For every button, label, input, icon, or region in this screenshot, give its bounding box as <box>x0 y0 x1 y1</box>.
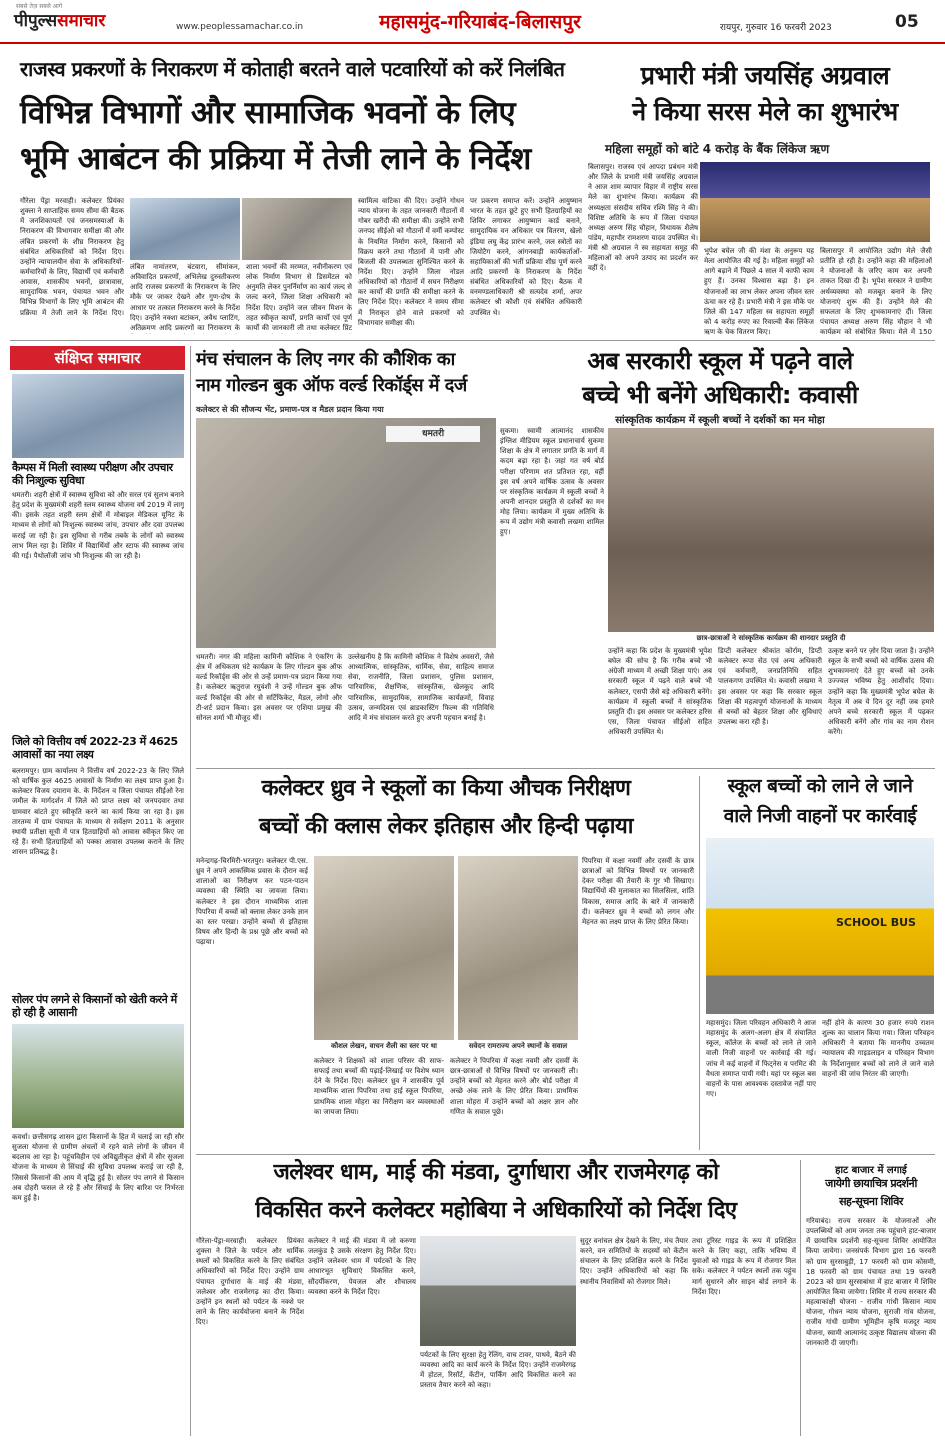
story2-col2: भूपेश बघेल जी की मंशा के अनुरूप यह मेला आयोजित की गई है। महिला समूहों को आगे बढ़ाने में पिछले 4 साल में काफी काम हुए हैं। उनका विश्वास बढ़ा है। इन योजनाओं का लाभ लेकर अपना जीवन स्तर ऊंचा कर रहे हैं। प्रभारी मंत्री ने इस मौके पर जिले की 147 महिला स्व सहायता समूहों को 4 करोड़ रुपए का रिवाल्वी बैंक लिंकेज ऋण के चेक वितरण किए। <box>704 247 814 336</box>
story1-kicker: राजस्व प्रकरणों के निराकरण में कोताही बरतने वाले पटवारियों को करें निलंबित <box>20 57 565 81</box>
story6-col2: नहीं होने के कारण 30 हजार रुपये राशन शुल्क का चालान किया गया। जिला परिवहन अधिकारी ने बताया कि माननीय उच्चतम न्यायालय की गाइडलाइन व परिवहन विभाग के निर्देशानुसार बच्चों को लाने ले जाने वाले वाहनों की जांच निरंतर की जाएगी। <box>822 1019 934 1078</box>
newspaper-logo[interactable] <box>14 8 105 31</box>
story1-col1: गौरेला पेंड्रा मरवाही। कलेक्टर प्रियंका शुक्ला ने साप्ताहिक समय सीमा की बैठक में जनशिकायतों एवं जनसमस्याओं के निराकरण की विभागवार समीक्षा की और लंबित प्रकरणों के शीघ्र निराकरण हेतु संबंधित अधिकारियों को निर्देश दिए। उन्होंने न्यायालयीन सेवा के अधिकारियों-कर्मचारियों के लिए, विद्यार्थी एवं कर्मचारी आवास, शासकीय भवनों, छात्रावास, सामुदायिक भवन, पंचायत भवन और विभिन्न विभागों के लिए भूमि आबंटन की प्रक्रिया में तेजी लाने के निर्देश दिए। <box>20 197 124 317</box>
story5-photo-classroom1 <box>314 856 454 1040</box>
brief-item2-title: जिले को वित्तीय वर्ष 2022-23 में 4625 आवासों का नया लक्ष्य <box>12 735 178 761</box>
story4-subhead: सांस्कृतिक कार्यक्रम में स्कूली बच्चों ने दर्शकों का मन मोहा <box>615 415 825 426</box>
story1-headline-line1: विभिन्न विभागों और सामाजिक भवनों के लिए <box>20 95 516 131</box>
divider-story6 <box>699 776 700 1150</box>
story4-col2: उन्होंने कहा कि प्रदेश के मुख्यमंत्री भूपेश बघेल की सोच है कि गरीब बच्चे भी अंग्रेजी माध्यम में अच्छी शिक्षा पाएं। अब सरकारी स्कूल में पढ़ने वाले बच्चे भी कलेक्टर, एसपी जैसे बड़े अधिकारी बनेंगे। कार्यक्रम में स्कूली बच्चों ने सांस्कृतिक प्रस्तुति दी। इस अवसर पर कलेक्टर हरिस एस, जिला पंचायत सीईओ सहित अधिकारी उपस्थित थे। <box>608 647 712 737</box>
story7-headline-line1: जलेश्वर धाम, माई की मंडवा, दुर्गाधारा और राजमेरगढ़ को <box>273 1160 719 1185</box>
story1-headline-line2: भूमि आबंटन की प्रक्रिया में तेजी लाने के निर्देश <box>20 141 531 177</box>
divider-row1 <box>10 340 935 341</box>
story5-caption2: सवेदन रामराज्य अपने स्थानों के सवाल <box>468 1042 568 1050</box>
story6-headline-line2: वाले निजी वाहनों पर कार्रवाई <box>723 805 917 827</box>
story4-col1: सुकमा। स्वामी आत्मानंद शासकीय इंग्लिश मीडियम स्कूल प्रधानाचार्य सुकमा शिक्षा के क्षेत्र में लगातार प्रगति के मार्ग में कदम बढ़ा रहा है। जहां गत वर्ष बोर्ड परीक्षा परिणाम शत प्रतिशत रहा, वहीं इस वर्ष अपने वार्षिक उत्सव के अवसर पर संस्कृतिक कार्यक्रम में स्कूली बच्चों ने अपनी शानदार प्रस्तुति से दर्शकों का मन मोह लिया। कार्यक्रम में मुख्य अतिथि के रूप में उद्योग मंत्री कवासी लखमा शामिल हुए। <box>500 427 604 537</box>
brief-item3-title: सोलर पंप लगने से किसानों को खेती करने में हो रही है आसानी <box>12 993 177 1019</box>
story5-headline-line1: कलेक्टर ध्रुव ने स्कूलों का किया औचक निरीक्षण <box>261 776 631 801</box>
brief-item2-body: बलरामपुर। ग्राम कार्यालय ने वित्तीय वर्ष 2022-23 के लिए जिले को वार्षिक कुल 4625 आवासों के निर्माण का लक्ष्य प्राप्त हुआ है। कलेक्टर विजय दयाराम के. के निर्देशन व जिला पंचायत सीईओ रेना जमील के मार्गदर्शन में जिले को प्राप्त लक्ष्य को जनपदवार तथा ग्रामवार बांटते हुए स्वीकृति करने का कार्य किया जा रहा है। इस तारतम्य में ग्राम पंचायत के माध्यम से सर्वेक्षण 2011 के अनुसार स्थायी प्रतीक्षा सूची में पात्र हितग्राहियों को आवास स्वीकृत किए जा रहे हैं। सभी हितग्राहियों को पक्का आवास उपलब्ध कराने के लिए शासन प्रतिबद्ध है। <box>12 767 184 857</box>
story2-subhead: महिला समूहों को बांटे 4 करोड़ के बैंक लिंकेज ऋण <box>605 142 830 156</box>
story8-kicker: हाट बाजार में लगाई <box>835 1165 907 1176</box>
story4-col3: डिप्टी कलेक्टर श्रीकांत कोर्राम, डिप्टी कलेक्टर रूपा सेठ एवं अन्य अधिकारी एवं कर्मचारी, जनप्रतिनिधि सहित पालकगण उपस्थित थे। कवासी लखमा ने इस अवसर पर कहा कि सरकार स्कूल शिक्षा की महत्वपूर्ण योजनाओं के माध्यम से बच्चों को बेहतर शिक्षा और सुविधाएं उपलब्ध करा रही है। <box>718 647 822 726</box>
divider-row3 <box>196 1154 935 1155</box>
brief-item1-body: धमतरी। शहरी क्षेत्रों में स्वास्थ्य सुविधा को और सरल एवं सुलभ बनाने हेतु प्रदेश के मुख्यमंत्री शहरी स्लम स्वास्थ्य योजना वर्ष 2019 में लागू की। इसके तहत शहरी स्लम क्षेत्रों में मोबाइल मेडिकल यूनिट के माध्यम से लोगों को निःशुल्क स्वास्थ्य जांच, उपचार और दवा उपलब्ध कराई जा रही है। इस सुविधा से गरीब तबके के लोगों को स्वास्थ्य लाभ मिल रहा है। शिविर में विद्यार्थियों और स्टाफ की स्वास्थ्य जांच की गई। पैथोलॉजी जांच भी निःशुल्क की जा रही है। <box>12 491 184 560</box>
story3-col2: उल्लेखनीय है कि कामिनी कौशिक ने विशेष अवसरों, जैसे आध्यात्मिक, सांस्कृतिक, धार्मिक, सेवा, साहित्य समाज सेवा, राजनीति, जिला प्रशासन, पुलिस प्रशासन, पारिवारिक, शैक्षणिक, सांस्कृतिक, खेलकूद आदि पारिवारिक, सामुदायिक, सामाजिक कार्यक्रमों, विवाह उत्सव, जन्मदिवस एवं ब्राडकास्टिंग फिल्म की गतिविधि आदि में मंच संचालन करते हुए अपनी पहचान बनाई है। <box>348 653 494 722</box>
story4-col4: उत्कृष्ट बनने पर ज़ोर दिया जाता है। उन्होंने स्कूल के सभी बच्चों को वार्षिक उत्सव की शुभकामनाएं देते हुए बच्चों को उनके उज्ज्वल भविष्य हेतु आशीर्वाद दिया। उन्होंने कहा कि मुख्यमंत्री भूपेश बघेल के नेतृत्व में अब ये दिन दूर नहीं जब हमारे अपने बच्चे सरकारी स्कूल में पढ़कर अधिकारी बनेंगे और गांव का नाम रोशन करेंगे। <box>828 647 934 737</box>
story3-subhead: कलेक्टर से की सौजन्य भेंट, प्रमाण-पत्र व मैडल प्रदान किया गया <box>196 405 384 414</box>
story5-col1: मनेन्द्रगढ़-चिरमिरी-भरतपुर। कलेक्टर पी.एस. ध्रुव ने अपने आकस्मिक प्रवास के दौरान कई शालाओं का निरीक्षण कर पठन-पाठन व्यवस्था की स्थिति का जायजा लिया। कलेक्टर ने इस दौरान माध्यमिक शाला पिपरिया में बच्चों को क्लास लेकर उनके ज्ञान का स्तर परखा। उन्होंने बच्चों से इतिहास विषय और हिन्दी के प्रश्न पूछे और बच्चों को पढ़ाया। <box>196 857 308 947</box>
story3-col1: धमतरी। नगर की महिला कामिनी कौशिक ने एंकरिंग के क्षेत्र में अधिकतम घंटे कार्यक्रम के लिए गोल्डन बुक ऑफ वर्ल्ड रिकॉर्ड्स की ओर से उन्हें प्रमाण-पत्र प्रदान किया गया है। कलेक्टर ऋतुराज रघुवंशी ने उन्हें गोल्डन बुक ऑफ वर्ल्ड रिकॉर्ड्स की ओर से सर्टिफिकेट, मैडल, लोगो और टी-शर्ट प्रदान किया। इस अवसर पर एशिया प्रमुख की सोनल शर्मा भी मौजूद थीं। <box>196 653 342 722</box>
logo-part2: समाचार <box>57 11 106 31</box>
divider-brief <box>190 346 191 1436</box>
story2-col3: बिलासपुर में आयोजित उद्योग मेले जैसी प्रतीति हो रही है। उन्होंने कहा की महिलाओं ने योजनाओं के जरिए काम कर अपनी ताकत दिखा दी है। भूपेश सरकार ने ग्रामीण अर्थव्यवस्था को मजबूत बनाने के लिए योजनाएं शुरू की हैं। उन्होंने मेले की सफलता के लिए शुभकामनाएं दीं। जिला पंचायत अध्यक्ष अरुण सिंह चौहान ने भी कार्यक्रम को संबोधित किया। मेले में 150 <box>820 247 932 336</box>
story7-headline-line2: विकसित करने कलेक्टर महोबिया ने अधिकारियों को निर्देश दिए <box>255 1198 737 1223</box>
story6-col1: महासमुंद। जिला परिवहन अधिकारी ने आज महासमुंद के अलग-अलग क्षेत्र में संचालित स्कूल, कॉलेज के बच्चों को लाने ले जाने वाली निजी वाहनों पर कार्रवाई की गई। जांच में कई वाहनों में फिट्नेस व परमिट की वैधता समाप्त पायी गयी। यहां पर स्कूल बस वाहनों के पास आवश्यक दस्तावेज नहीं पाए गए। <box>706 1019 816 1098</box>
brief-box-title: संक्षिप्त समाचार <box>10 346 185 370</box>
story7-col1: गौरेला-पेंड्रा-मरवाही। कलेक्टर प्रियंका शुक्ला ने जिले के पर्यटन और धार्मिक स्थलों को विकसित करने के लिए संबंधित अधिकारियों को निर्देश दिए। उन्होंने ग्राम पंचायत दुर्गाधारा के माई की मंडवा, जलेश्वर और राजमेरगढ़ का दौरा किया। उन्होंने इन स्थलों को पर्यटन के नक्शे पर लाने के लिए कार्ययोजना बनाने के निर्देश दिए। <box>196 1237 304 1327</box>
story6-photo-school-bus <box>706 838 934 1014</box>
story4-headline-line2: बच्चे भी बनेंगे अधिकारी: कवासी <box>582 381 858 409</box>
story4-caption: छात्र-छात्राओं ने सांस्कृतिक कार्यक्रम की शानदार प्रस्तुति दी <box>696 634 846 642</box>
divider-row2 <box>196 768 935 769</box>
story1-col4: स्वामित्व वाटिका की दिए। उन्होंने गोधन न्याय योजना के तहत जानकारी गौठानों में गोबर खरीदी की समीक्षा की। उन्होंने सभी जनपद सीईओ को गौठानों में वर्मी कम्पोस्ट के नियमित निर्माण करने, किसानों को विक्रय करने तथा गौठानों में पानी और बिजली की उपलब्धता सुनिश्चित करने के निर्देश दिए। उन्होंने जिला नोडल अधिकारियों को गौठानों में सघन निरीक्षण कर कार्यों की प्रगति की समीक्षा करने के लिए निर्देश दिए। कलेक्टर ने समय सीमा में निराकृत होने वाले प्रकरणों को विभागवार समीक्षा की। <box>358 197 464 327</box>
region-title: महासमुंद-गरियाबंद-बिलासपुर <box>379 11 581 33</box>
story3-photo-award <box>196 418 496 648</box>
story8-col1: गरियाबंद। राज्य सरकार के योजनाओं और उपलब्धियों को आम जनता तक पहुंचाने हाट-बाजार में छायाचित्र प्रदर्शनी सह-सूचना शिविर आयोजित किया जायेगा। जनसंपर्क विभाग द्वारा 16 फरवरी को ग्राम सुरसाबुड़ी, 17 फरवरी को ग्राम कोसमी, 18 फरवरी को ग्राम पंचायत तथा 19 फरवरी 2023 को ग्राम सुरसाबांधा में हाट बाजार में शिविर आयोजित किया जायेगा। शिविर में राज्य सरकार की महत्वाकांक्षी योजना - राजीव गांधी किसान न्याय योजना, गोधन न्याय योजना, सुराजी गांव योजना, राजीव गांधी ग्रामीण भूमिहीन कृषि मजदूर न्याय योजना, स्वामी आत्मानंद उत्कृष्ट विद्यालय योजना की जानकारी दी जाएगी। <box>806 1217 936 1347</box>
story8-headline-line2: सह-सूचना शिविर <box>839 1195 903 1208</box>
logo-tagline: सबसे तेज़ सबसे आगे <box>16 3 63 10</box>
page-number: 05 <box>895 12 919 32</box>
story1-photo-collector <box>130 198 240 260</box>
story7-col3: पर्यटकों के लिए सुरक्षा हेतु रेलिंग, वाच टावर, पाथवे, बैठने की व्यवस्था आदि का कार्य करने के निर्देश दिए। उन्होंने राजमेरगढ़ में होटल, रिसॉर्ट, केंटीन, पार्किंग आदि विकसित करने का प्रस्ताव तैयार करने को कहा। <box>420 1351 576 1390</box>
story1-col2: लंबित नामांतरण, बंटवारा, सीमांकन, अविवादित प्रकरणों, अभिलेख दुरुस्तीकरण आदि राजस्व प्रकरणों के निराकरण के लिए मौके पर जाकर देखने और गुण-दोष के आधार पर तत्काल निराकरण करने के निर्देश दिए। उन्होंने नक्शा बटांकन, अवैध प्लाटिंग, अतिक्रमण आदि प्रकरणों का निराकरण के <box>130 263 240 332</box>
story7-col2: कलेक्टर ने माई की मंडवा में जो करुणा जलकुंड है उसके संरक्षण हेतु निर्देश दिए। उन्होंने जलेश्वर धाम में पर्यटकों के लिए आधारभूत सुविधाएं विकसित करने, सौंदर्यीकरण, पेयजल और शौचालय व्यवस्था करने के निर्देश दिए। <box>308 1237 416 1296</box>
brief-photo-solar-pump <box>12 1024 184 1128</box>
brief-item1-title: कैम्पस में मिली स्वास्थ्य परीक्षण और उपचार की निःशुल्क सुविधा <box>12 461 173 487</box>
story2-photo-stage <box>700 162 930 242</box>
story6-headline-line1: स्कूल बच्चों को लाने ले जाने <box>727 775 913 797</box>
story5-caption1: कौशल लेखन, वाचन शैली का स्तर पर था <box>330 1042 437 1050</box>
website-link[interactable]: www.peoplessamachar.co.in <box>176 22 304 32</box>
story3-photo-sign: धमतरी <box>386 426 480 442</box>
story3-headline-line1: मंच संचालन के लिए नगर की कौशिक का <box>196 349 455 370</box>
story5-col3: कलेक्टर ने पिपरिया में कक्षा नवमी और दसवीं के छात्र-छात्राओं से विभिन्न विषयों पर जानकारी ली। उन्होंने बच्चों को मेहनत करने और बोर्ड परीक्षा में अच्छे अंक लाने के लिए प्रेरित किया। प्राथमिक शाला मोहरा में उन्होंने बच्चों को अक्षर ज्ञान और गणित के सवाल पूछे। <box>450 1057 578 1116</box>
divider-story8 <box>800 1160 801 1436</box>
story7-col5: तथा टूरिस्ट गाइड के रूप में प्रशिक्षित करने के लिए कहा, ताकि भविष्य में युवाओं को गाइड के रूप में रोजगार मिल सके। कलेक्टर ने पर्यटन स्थलों तक पहुंच मार्ग सुधारने और साइन बोर्ड लगाने के निर्देश दिए। <box>692 1237 796 1296</box>
story5-headline-line2: बच्चों की क्लास लेकर इतिहास और हिन्दी पढ़ाया <box>259 814 633 839</box>
story7-photo-site-visit <box>420 1236 576 1346</box>
masthead <box>0 0 945 44</box>
story7-col4: सुदूर वनांचल क्षेत्र देखने के लिए, मंच तैयार करने, वन समितियों के सदस्यों को केंटीन संचालन के लिए प्रशिक्षित करने के निर्देश दिए। उन्होंने अधिकारियों को कहा कि स्थानीय निवासियों को रोजगार मिले। <box>580 1237 688 1286</box>
story2-col1: बिलासपुर। राजस्व एवं आपदा प्रबंधन मंत्री और जिले के प्रभारी मंत्री जयसिंह अग्रवाल ने आज शाम व्यापार विहार में राष्ट्रीय सरस मेले का शुभारंभ किया। कार्यक्रम की अध्यक्षता संसदीय सचिव रश्मि सिंह ने की। विशिष्ट अतिथि के रूप में जिला पंचायत अध्यक्ष अरुण सिंह चौहान, विधायक शैलेष पांडेय, महापौर रामशरण यादव उपस्थित थे। मंत्री श्री अग्रवाल ने स्व सहायता समूह की महिलाओं को अपने उत्पाद का प्रदर्शन कर वहीं दें। <box>588 163 698 273</box>
story4-headline-line1: अब सरकारी स्कूल में पढ़ने वाले <box>587 347 853 375</box>
story1-col5: पर प्रकरण समाप्त करें। उन्होंने आयुष्मान भारत के तहत छूटे हुए सभी हितग्राहियों का शिविर लगाकर आयुष्मान कार्ड बनाने, सामुदायिक वन अधिकार पत्र वितरण, खेलो इंडिया लघु केंद्र प्रारंभ करने, जल स्त्रोतों का जियोटैग करने, आंगनबाड़ी कार्यकर्ताओं-सहायिकाओं की भर्ती प्रक्रिया शीघ्र पूर्ण करने आदि प्रकरणों के निराकरण के निर्देश संबंधित अधिकारियों को दिए। बैठक में वनमण्डलाधिकारी श्री सत्यदेव शर्मा, अपर कलेक्टर श्री कौशी एवं संबंधित अधिकारी उपस्थित थे। <box>470 197 582 317</box>
story3-headline-line2: नाम गोल्डन बुक ऑफ वर्ल्ड रिकॉर्ड्स में दर्ज <box>196 375 467 396</box>
story6-bus-text: SCHOOL BUS <box>836 916 916 929</box>
story1-photo-meeting <box>242 198 352 260</box>
brief-photo-health-camp <box>12 374 184 458</box>
brief-item3-body: कवर्धा। छत्तीसगढ़ शासन द्वारा किसानों के हित में चलाई जा रही सौर सुजला योजना से ग्रामीण अंचलों में रहने वाले लोगों के जीवन में बदलाव आ रहा है। पहुंचविहीन एवं अविद्युतीकृत क्षेत्रों में सौर सुजला योजना के माध्यम से सिंचाई की सुविधा उपलब्ध कराई जा रही है, जिससे किसानों की आय में वृद्धि हुई है। सोलर पंप लगने से किसान अब दोहरी फसल ले रहे हैं और सिंचाई के लिए बारिश पर निर्भरता कम हुई है। <box>12 1133 184 1202</box>
story8-headline-line1: जायेगी छायाचित्र प्रदर्शनी <box>825 1177 917 1190</box>
story1-col3: शाला भवनों की मरम्मत, नवीनीकरण एवं लोक निर्माण विभाग से डिसमेंटल को अनुमति लेकर पुनर्निर्माण का कार्य जल्द से जल्द करने, जिला शिक्षा अधिकारी को निर्देश दिए। उन्होंने जल जीवन मिशन के तहत स्वीकृत कार्यों, प्रगति कार्यों एवं पूर्ण कार्यों की जानकारी ली तथा कलेक्टर प्रिंट <box>246 263 352 332</box>
story2-headline-line2: ने किया सरस मेले का शुभारंभ <box>632 97 898 126</box>
logo-part1: पीपुल्स <box>14 11 58 31</box>
story5-col2: कलेक्टर ने शिक्षकों को शाला परिसर की साफ-सफाई तथा बच्चों की पढ़ाई-लिखाई पर विशेष ध्यान देने के निर्देश दिए। कलेक्टर ध्रुव ने शासकीय पूर्व माध्यमिक शाला पिपरिया तथा हाई स्कूल पिपरिया, प्राथमिक शाला मोहरा का निरीक्षण कर व्यवस्थाओं का जायजा लिया। <box>314 1057 444 1116</box>
story4-photo-cultural-program <box>608 428 934 632</box>
story5-col4: पिपरिया में कक्षा नवमीं और दसवीं के छात्र छात्राओं को विभिन्न विषयों पर जानकारी देकर परीक्षा की तैयारी के गुर भी सिखाए। विद्यार्थियों की मुलाकात का सिलसिला, शांति विकास, समाज आदि के बारे में जानकारी दी। कलेक्टर ध्रुव ने बच्चों को लगन और मेहनत का लक्ष्य प्राप्त के लिए प्रेरित किया। <box>582 857 694 926</box>
story5-photo-classroom2 <box>458 856 578 1040</box>
dateline: रायपुर, गुरुवार 16 फरवरी 2023 <box>720 23 832 33</box>
story2-headline-line1: प्रभारी मंत्री जयसिंह अग्रवाल <box>640 61 890 90</box>
